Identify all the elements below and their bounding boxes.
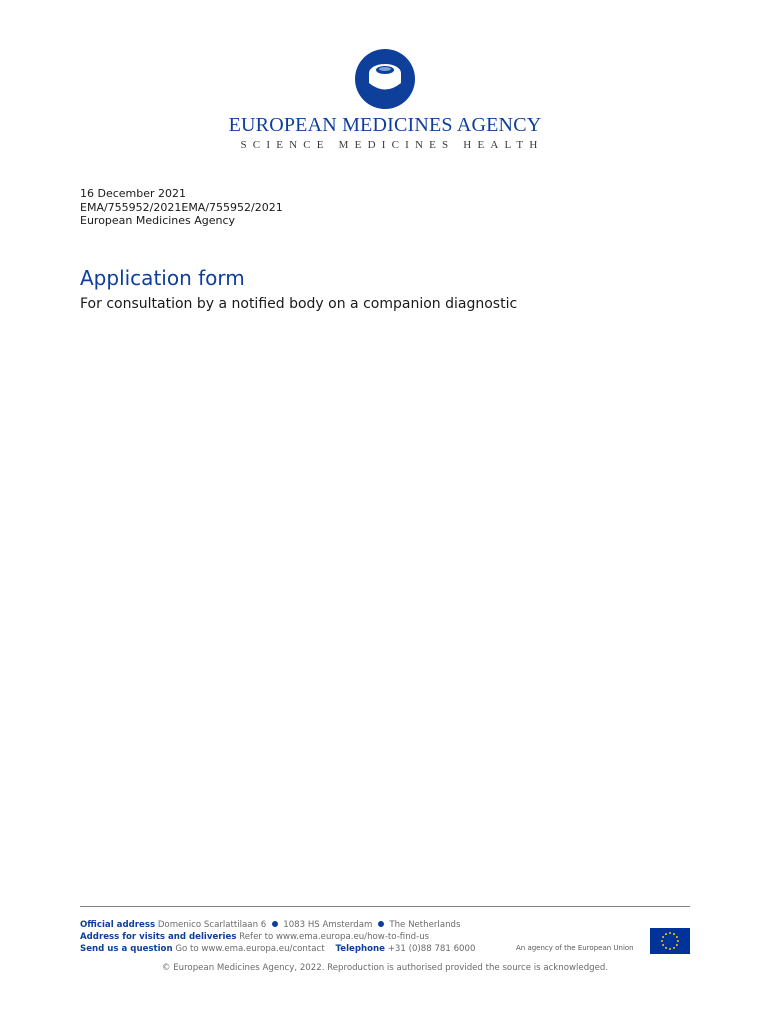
page-subtitle: For consultation by a notified body on a companion diagnostic bbox=[80, 296, 518, 312]
footer-question bbox=[80, 943, 475, 955]
footer-contact bbox=[80, 919, 475, 955]
official-city: 1083 HS Amsterdam bbox=[283, 920, 373, 930]
official-country: The Netherlands bbox=[389, 920, 461, 930]
footer-visits bbox=[80, 931, 475, 943]
document-date: 16 December 2021 bbox=[80, 187, 187, 200]
bullet-icon bbox=[378, 921, 384, 927]
copyright-notice: © European Medicines Agency, 2022. Reproduction is authorised provided the source is acknowledged. bbox=[161, 963, 609, 973]
official-address-label: Official address bbox=[80, 920, 156, 930]
eu-agency-note: An agency of the European Union bbox=[516, 944, 634, 952]
visits-link[interactable]: Refer to www.ema.europa.eu/how-to-find-us bbox=[239, 932, 430, 942]
question-label: Send us a question bbox=[80, 944, 173, 954]
telephone-value: +31 (0)88 781 6000 bbox=[387, 944, 476, 954]
bullet-icon bbox=[272, 921, 278, 927]
official-street: Domenico Scarlattilaan 6 bbox=[157, 920, 267, 930]
footer-official-address bbox=[80, 919, 475, 931]
ema-logo-icon bbox=[354, 48, 416, 110]
agency-name: EUROPEAN MEDICINES AGENCY bbox=[228, 114, 542, 136]
agency-tagline: SCIENCE MEDICINES HEALTH bbox=[240, 139, 544, 151]
question-link[interactable]: Go to www.ema.europa.eu/contact bbox=[175, 944, 325, 954]
visits-label: Address for visits and deliveries bbox=[80, 932, 237, 942]
page-title: Application form bbox=[80, 266, 245, 290]
footer-divider bbox=[80, 906, 690, 907]
eu-flag-icon bbox=[650, 928, 690, 954]
document-meta bbox=[80, 187, 283, 228]
ema-logo bbox=[0, 48, 770, 151]
document-agency: European Medicines Agency bbox=[80, 214, 236, 227]
document-reference: EMA/755952/2021EMA/755952/2021 bbox=[80, 200, 283, 214]
telephone-label: Telephone bbox=[335, 944, 385, 954]
